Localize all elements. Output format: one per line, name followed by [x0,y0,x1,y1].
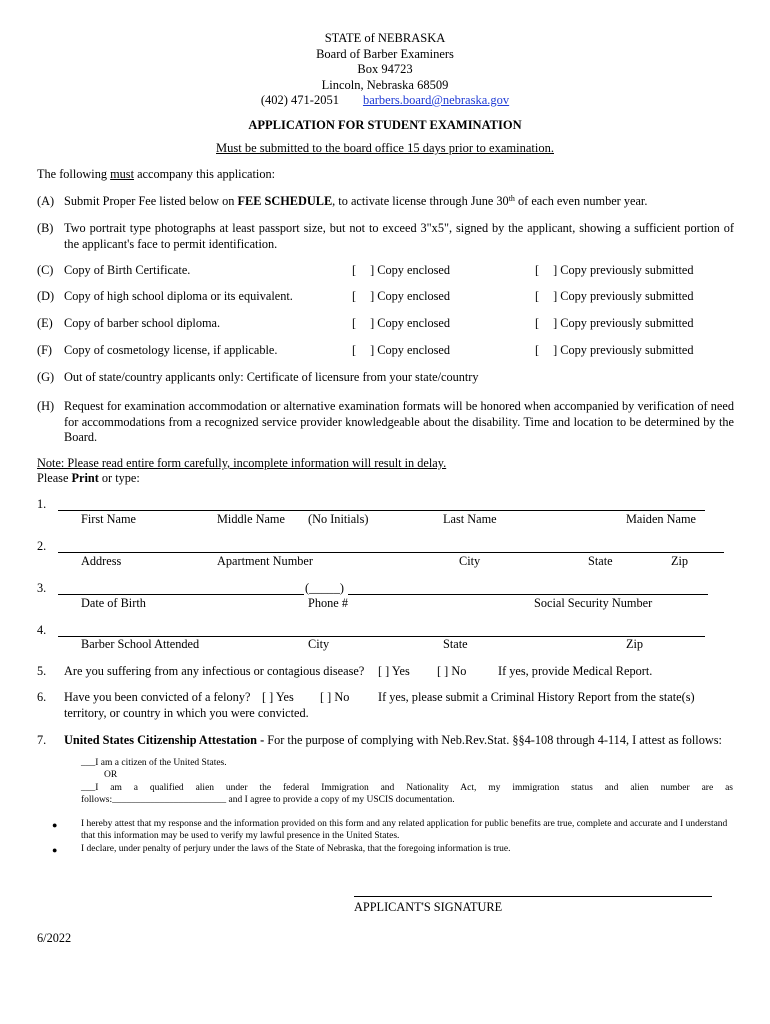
bullet-icon: ● [52,845,58,855]
q7-number: 7. [37,733,47,747]
attestation-bullet-1: I hereby attest that my response and the information provided on this form and any related application for public benefits are true, complete and accurate and I understand that this information may be used to verify my lawful presence in the United States. [81,819,728,841]
item-d-enclosed-checkbox[interactable]: [ ] Copy enclosed [352,289,451,303]
city-label: City [459,554,481,568]
item-e-label: (E) [37,316,53,330]
item-c-previous-checkbox[interactable]: [ ] Copy previously submitted [535,263,694,277]
item-c-label: (C) [37,263,54,277]
field-4-number: 4. [37,623,47,637]
citizen-option[interactable]: ___I am a citizen of the United States. [81,758,227,768]
or-text: OR [104,770,118,780]
bullet-icon: ● [52,820,58,830]
q5-note: If yes, provide Medical Report. [498,664,653,678]
phone-ssn-input-line[interactable] [348,594,708,595]
q6-note-continued: territory, or country in which you were convicted. [64,706,309,720]
note-text: Note: Please read entire form carefully, incomplete information will result in delay. [37,456,447,470]
item-b-label: (B) [37,221,54,235]
item-d-text: Copy of high school diploma or its equivalent. [64,289,293,303]
address-input-line[interactable] [58,552,724,553]
q6-no-checkbox[interactable]: [ ] No [320,690,350,704]
school-city-label: City [308,637,330,651]
field-2-number: 2. [37,539,47,553]
attestation-bullet-2: I declare, under penalty of perjury under the laws of the State of Nebraska, that the foregoing information is true. [81,844,511,854]
q6-note: If yes, please submit a Criminal History Report from the state(s) [378,690,695,704]
qualified-alien-option-continued: follows:________________________ and I agree to provide a copy of my USCIS documentation. [81,795,455,805]
dob-input-line[interactable] [58,594,304,595]
zip-label: Zip [671,554,689,568]
signature-line[interactable] [354,896,712,897]
item-f-text: Copy of cosmetology license, if applicable. [64,343,278,357]
item-g-text: Out of state/country applicants only: Certificate of licensure from your state/country [64,370,479,384]
school-state-label: State [443,637,468,651]
qualified-alien-option[interactable]: ___I am a qualified alien under the federal Immigration and Nationality Act, my immigration status and alien number are as [81,783,733,793]
phone-area-code[interactable]: (_____) [305,581,344,595]
item-h-text: Request for examination accommodation or alternative examination formats will be honored when accompanied by verification of need for accommodations from a recognized service provider knowledgeable about the disability. Time and location to be determined by the Board. [64,399,734,444]
ssn-label: Social Security Number [534,596,653,610]
state-label: State [588,554,613,568]
form-title: APPLICATION FOR STUDENT EXAMINATION [248,118,522,132]
header-city: Lincoln, Nebraska 68509 [321,77,449,92]
item-a-label: (A) [37,194,55,208]
item-f-enclosed-checkbox[interactable]: [ ] Copy enclosed [352,343,451,357]
intro-text: The following must accompany this application: [37,167,276,181]
first-name-label: First Name [81,512,136,526]
agency-header [0,31,770,109]
q6-number: 6. [37,690,47,704]
dob-label: Date of Birth [81,596,146,610]
print-instruction: Please Print or type: [37,471,140,485]
item-d-label: (D) [37,289,55,303]
item-f-previous-checkbox[interactable]: [ ] Copy previously submitted [535,343,694,357]
apartment-label: Apartment Number [217,554,313,568]
q5-yes-checkbox[interactable]: [ ] Yes [378,664,410,678]
q6-text: Have you been convicted of a felony? [64,690,251,704]
header-phone: (402) 471-2051 [260,93,339,107]
item-e-previous-checkbox[interactable]: [ ] Copy previously submitted [535,316,694,330]
item-c-enclosed-checkbox[interactable]: [ ] Copy enclosed [352,263,451,277]
footer-date: 6/2022 [37,931,72,945]
q7-text: United States Citizenship Attestation - For the purpose of complying with Neb.Rev.Stat. §§4-108 through 4-114, I attest as follows: [64,733,722,747]
item-b-text: Two portrait type photographs at least passport size, but not to exceed 3"x5", signed by the applicant, showing a sufficient portion of the applicant's face to permit identification. [64,221,734,251]
maiden-name-label: Maiden Name [626,512,696,526]
header-email-link[interactable]: barbers.board@nebraska.gov [362,93,510,107]
field-1-number: 1. [37,497,47,511]
item-a-text: Submit Proper Fee listed below on FEE SCHEDULE, to activate license through June 30th of each even number year. [64,194,648,208]
q5-number: 5. [37,664,47,678]
item-f-label: (F) [37,343,53,357]
phone-label: Phone # [308,596,348,610]
header-state: STATE of NEBRASKA [324,31,446,45]
school-zip-label: Zip [626,637,644,651]
form-subtitle: Must be submitted to the board office 15 days prior to examination. [216,141,554,155]
school-label: Barber School Attended [81,637,200,651]
field-3-number: 3. [37,581,47,595]
signature-label: APPLICANT'S SIGNATURE [354,900,503,914]
header-contact [0,93,770,109]
middle-name-label: Middle Name [217,512,285,526]
item-g-label: (G) [37,370,55,384]
no-initials-label: (No Initials) [308,512,369,526]
last-name-label: Last Name [443,512,497,526]
q5-text: Are you suffering from any infectious or contagious disease? [64,664,365,678]
item-e-enclosed-checkbox[interactable]: [ ] Copy enclosed [352,316,451,330]
address-label: Address [81,554,122,568]
item-h-label: (H) [37,399,55,413]
q6-yes-checkbox[interactable]: [ ] Yes [262,690,294,704]
q5-no-checkbox[interactable]: [ ] No [437,664,467,678]
item-e-text: Copy of barber school diploma. [64,316,221,330]
item-c-text: Copy of Birth Certificate. [64,263,191,277]
header-box: Box 94723 [357,62,413,76]
item-d-previous-checkbox[interactable]: [ ] Copy previously submitted [535,289,694,303]
header-board: Board of Barber Examiners [316,46,454,61]
name-input-line[interactable] [58,510,705,511]
